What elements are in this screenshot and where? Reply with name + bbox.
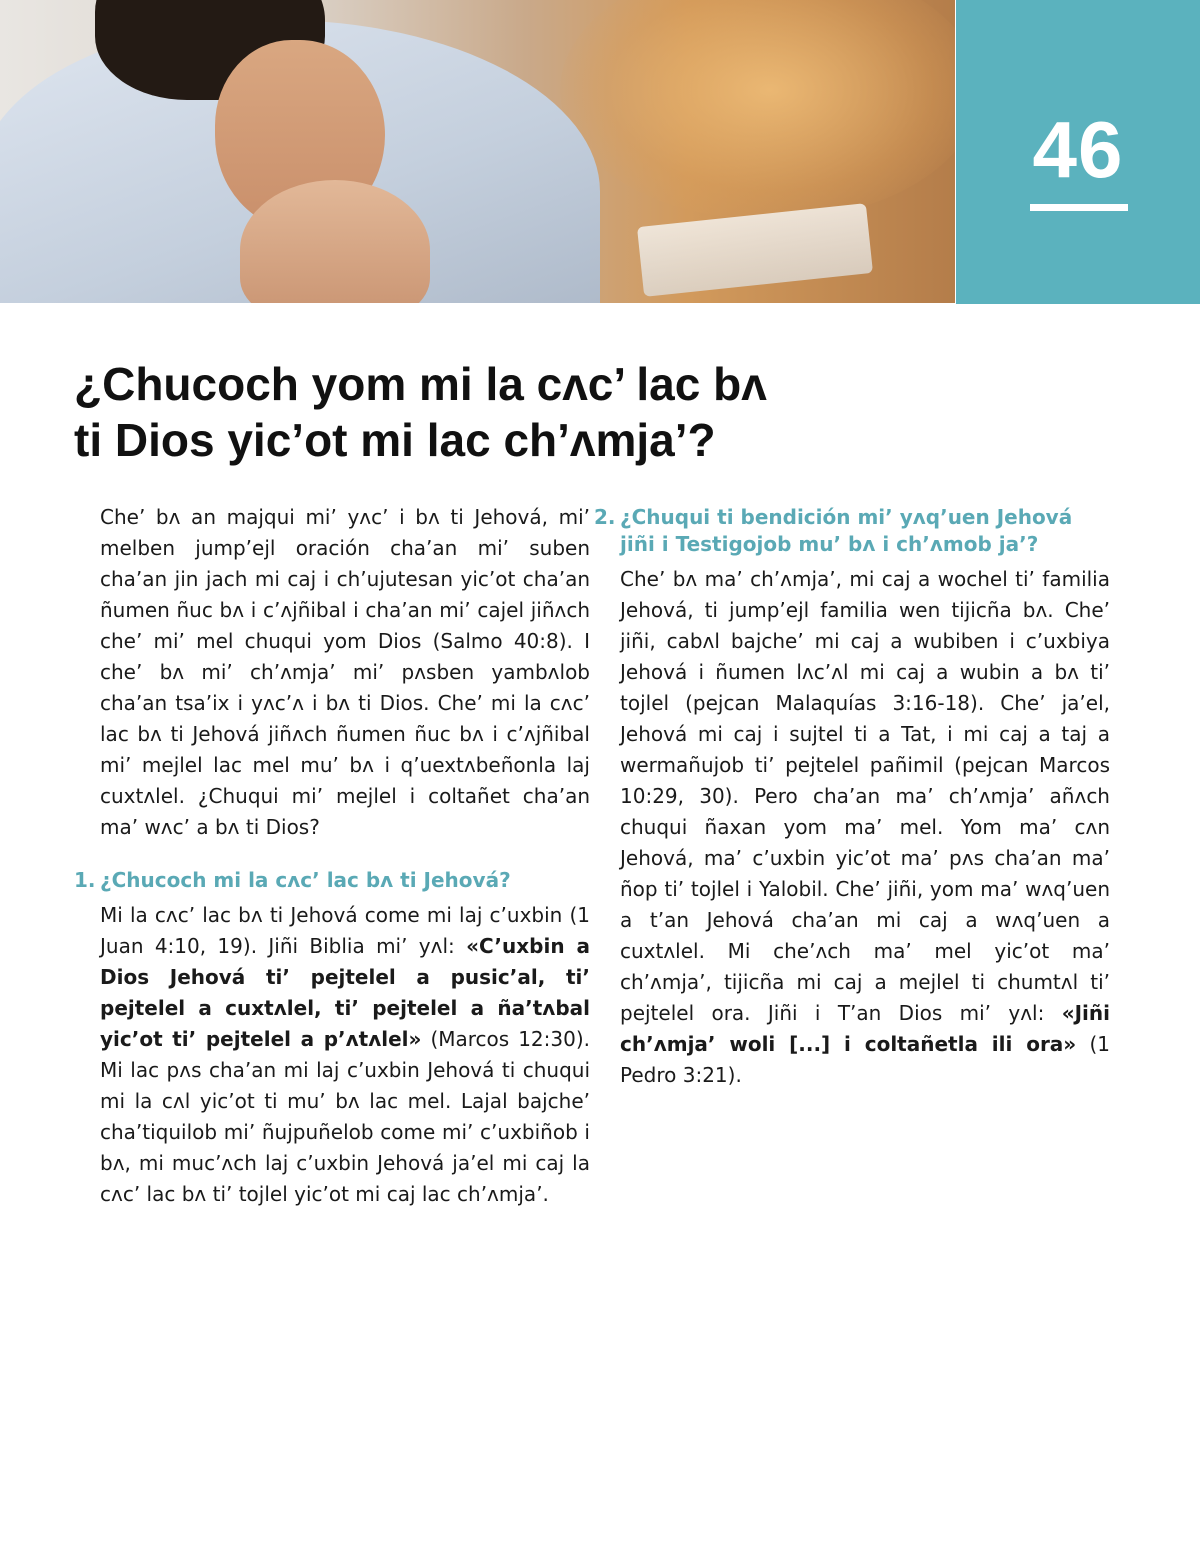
right-column (594, 502, 1110, 1091)
answer-1-text-a: Mi la cʌc’ lac bʌ ti Jehová come mi laj c’uxbin (1 Juan 4:10, 19). Jiñi Biblia mi’ yʌl: (100, 903, 590, 958)
lesson-number-underline (1030, 204, 1128, 211)
lesson-number: 46 (1032, 105, 1124, 194)
left-column (74, 502, 591, 1210)
question-2 (594, 504, 1110, 558)
page-title-line-1: ¿Chucoch yom mi la cʌc’ lac bʌ (74, 358, 767, 410)
lesson-number-tab (956, 0, 1200, 304)
answer-1-paragraph (100, 900, 590, 1210)
page-title (74, 356, 974, 468)
intro-paragraph: Che’ bʌ an majqui mi’ yʌc’ i bʌ ti Jehová, mi’ melben jump’ejl oración cha’an mi’ suben cha’an jin jach mi caj i ch’ujutesan yic’ot cha’an ñumen ñuc bʌ i c’ʌjñibal i cha’an mi’ cajel jiñʌch che’ mi’ mel chuqui yom Dios (Salmo 40:8). I che’ bʌ mi’ ch’ʌmja’ mi’ pʌsben yambʌlob cha’an tsa’ix i yʌc’ʌ i bʌ ti Dios. Che’ mi la cʌc’ lac bʌ ti Jehová jiñʌch ñumen ñuc bʌ i c’ʌjñibal mi’ mejlel lac mel mu’ bʌ i q’uextʌbeñonla laj cuxtʌlel. ¿Chuqui mi’ mejlel i coltañet cha’an ma’ wʌc’ a bʌ ti Dios? (100, 505, 590, 839)
question-1-number: 1. (74, 868, 96, 892)
answer-2-text-a: Che’ bʌ ma’ ch’ʌmja’, mi caj a wochel ti’ familia Jehová, ti jump’ejl familia wen tijicña bʌ. Che’ jiñi, cabʌl bajche’ mi caj a wubiben i c’uxbiya Jehová i ñumen lʌc’ʌl mi caj a wubin a bʌ ti’ tojlel (pejcan Malaquías 3:16-18). Che’ ja’el, Jehová mi caj i sujtel ti a Tat, i mi caj a taj a wermañujob ti’ pejtelel pañimil (pejcan Marcos 10:29, 30). Pero cha’an ma’ ch’ʌmja’ añʌch chuqui ñaxan yom ma’ mel. Yom ma’ cʌn Jehová, ma’ c’uxbin yic’ot ma’ pʌs cha’an ma’ ñop ti’ tojlel i Yalobil. Che’ jiñi, yom ma’ wʌq’uen a t’an Jehová cha’an mi caj a wʌq’uen a cuxtʌlel. Mi che’ʌch ma’ mel yic’ot ma’ ch’ʌmja’, tijicña mi caj a mejlel ti chumtʌl ti’ pejtelel ora. Jiñi i T’an Dios mi’ yʌl: (620, 567, 1110, 1025)
question-2-number: 2. (594, 505, 616, 529)
answer-1-text-b: (Marcos 12:30). Mi lac pʌs cha’an mi laj c’uxbin Jehová ti chuqui mi la cʌl yic’ot ti mu’ bʌ lac mel. Lajal bajche’ cha’tiquilob mi’ ñujpuñelob come mi’ c’uxbiñob i bʌ, mi muc’ʌch laj c’uxbin Jehová ja’el mi caj la cʌc’ lac bʌ ti’ tojlel yic’ot mi caj lac ch’ʌmja’. (100, 1027, 590, 1206)
lesson-photo (0, 0, 955, 303)
page-title-line-2: ti Dios yic’ot mi lac ch’ʌmja’? (74, 414, 716, 466)
answer-2-paragraph (620, 564, 1110, 1091)
answer-1-quote: «C’uxbin a Dios Jehová ti’ pejtelel a pusic’al, ti’ pejtelel a cuxtʌlel, ti’ pejtelel a ña’tʌbal yic’ot ti’ pejtelel a p’ʌtʌlel» (100, 934, 591, 1051)
question-1-text: ¿Chucoch mi la cʌc’ lac bʌ ti Jehová? (100, 868, 511, 892)
question-2-text: ¿Chuqui ti bendición mi’ yʌq’uen Jehová jiñi i Testigojob mu’ bʌ i ch’ʌmob ja’? (620, 505, 1073, 556)
question-1 (74, 867, 590, 894)
answer-2-text-b: (1 Pedro 3:21). (620, 1032, 1110, 1087)
answer-2-quote: «Jiñi ch’ʌmja’ woli [...] i coltañetla ili ora» (620, 1001, 1110, 1056)
